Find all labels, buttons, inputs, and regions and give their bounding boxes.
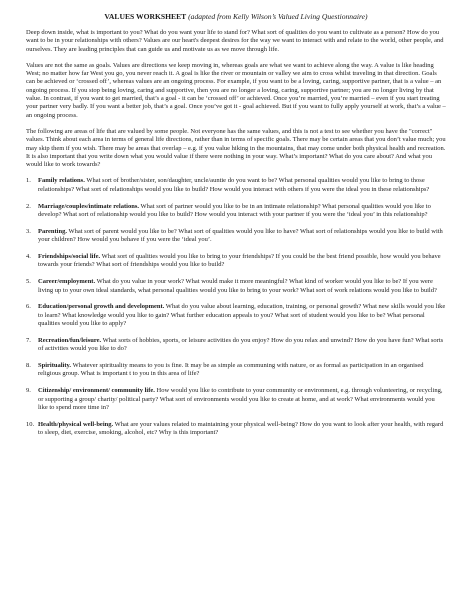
item-number: 1. <box>26 177 31 185</box>
item-heading: Health/physical well-being. <box>38 420 114 428</box>
item-text: What do you value about learning, education, training, or personal growth? What new skills would you like to learn? What knowledge would you like to gain? What further education appeals to you? What sort of student would you like to be? What personal qualities would you like to apply? <box>38 303 446 327</box>
value-area-item <box>26 337 446 354</box>
item-text: What sorts of hobbies, sports, or leisure activities do you enjoy? How do you relax and unwind? How do you have fun? What sorts of activities would you like to do? <box>38 336 444 353</box>
item-heading: Education/personal growth and development. <box>38 303 165 311</box>
item-text: What sort of partner would you like to be in an intimate relationship? What personal qualities would you like to develop? What sort of relationship would you like to build? How would you interact with your partner if you were the ‘ideal you’ in this relationship? <box>38 202 431 218</box>
worksheet-title <box>26 12 446 22</box>
intro-paragraph-3: The following are areas of life that are valued by some people. Not everyone has the same values, and this is not a test to see whether you have the "correct" values. Think about each area in terms of general life directions, rather than in terms of specific goals. There may be certain areas that you don’t value much; you may skip them if you wish. There may be areas that overlap – e.g. if you value hiking in the mountains, that may come under both physical health and recreation. It is also important that you write down what you would value if there were nothing in your way. What’s important? What do you care about? And what you would like to work towards? <box>26 127 446 169</box>
item-text: What sort of qualities would you like to bring to your friendships? If you could be the best friend possible, how would you behave towards your friends? What sort of friendships would you like to build? <box>38 253 441 269</box>
item-text: What sort of brother/sister, son/daughter, uncle/auntie do you want to be? What personal qualities would you like to bring to those relationships? What sort of relationships would you like to build? How would you interact with others if you were the ideal you in these relationships? <box>38 177 430 193</box>
value-area-item <box>26 228 446 245</box>
item-text: Whatever spirituality means to you is fine. It may be as simple as communing with nature, or as formal as participation in an organised religious group. What is important t to you in this area of life? <box>38 362 424 378</box>
value-area-item <box>26 421 446 438</box>
value-area-item <box>26 362 446 379</box>
value-area-item <box>26 278 446 295</box>
item-number: 3. <box>26 227 31 235</box>
item-heading: Family relations. <box>38 177 85 185</box>
item-number: 6. <box>26 303 31 311</box>
value-area-item <box>26 303 446 328</box>
item-number: 5. <box>26 278 31 286</box>
item-number: 4. <box>26 253 31 261</box>
item-text: What are your values related to maintaining your physical well-being? How do you want to look after your health, with regard to sleep, diet, exercise, smoking, alcohol, etc? Why is this important? <box>38 420 444 437</box>
title-subtitle: (adapted from Kelly Wilson’s Valued Living Questionnaire) <box>188 12 368 21</box>
item-number: 2. <box>26 202 31 210</box>
item-number: 8. <box>26 362 31 370</box>
item-text: What do you value in your work? What would make it more meaningful? What kind of worker would you like to be? If you were living up to your own ideal standards, what personal qualities would you like to bring to your work? What sort of work relations would you like to build? <box>38 278 437 294</box>
item-text: What sort of parent would you like to be? What sort of qualities would you like to have? What sort of relationships would you like to build with your children? How would you behave if you were the ‘ideal you’. <box>38 227 443 244</box>
item-number: 9. <box>26 387 31 395</box>
item-number: 7. <box>26 336 31 344</box>
item-heading: Parenting. <box>38 227 67 235</box>
value-area-item <box>26 203 446 220</box>
item-heading: Marriage/couples/intimate relations. <box>38 202 139 210</box>
item-number: 10. <box>26 420 35 428</box>
intro-paragraph-1: Deep down inside, what is important to you? What do you want your life to stand for? What sort of qualities do you want to cultivate as a person? How do you want to be in your relationships with others? Values are our heart's deepest desires for the way we want to interact with and relate to the world, other people, and ourselves. They are leading principles that can guide us and motivate us as we move through life. <box>26 29 444 53</box>
item-heading: Citizenship/ environment/ community life. <box>38 387 155 395</box>
value-area-item <box>26 387 446 412</box>
item-text: How would you like to contribute to your community or environment, e.g. through volunteering, or recycling, or supporting a group/ charity/ political party? What sort of environments would you like to create at home, and at work? What environments would you like to spend more time in? <box>38 387 443 411</box>
value-areas-list <box>26 177 446 437</box>
item-heading: Spirituality. <box>38 362 72 370</box>
value-area-item <box>26 177 446 194</box>
value-area-item <box>26 253 446 270</box>
item-heading: Career/employment. <box>38 278 96 286</box>
item-heading: Recreation/fun/leisure. <box>38 336 102 344</box>
item-heading: Friendships/social life. <box>38 253 101 261</box>
intro-paragraph-2: Values are not the same as goals. Values are directions we keep moving in, whereas goals are what we want to achieve along the way. A value is like heading West; no matter how far West you go, you never reach it. A goal is like the river or mountain or valley we aim to cross whilst traveling in that direction. Goals can be achieved or ‘crossed off’, whereas values are an ongoing process. For example, if you want to be a loving, caring, supportive partner, that is a value – an ongoing process. If you stop being loving, caring and supportive, then you are no longer a loving, caring, supportive partner; you are no longer living by that value. In contrast, if you want to get married, that’s a goal - it can be ‘crossed off’ or achieved. Once you’re married, you’re married – even if you start treating your partner very badly. If you want a better job, that’s a goal. Once you’ve got it - goal achieved. But if you want to fully apply yourself at work, that’s a value – an ongoing process. <box>26 61 446 119</box>
title-main: VALUES WORKSHEET <box>104 12 187 21</box>
